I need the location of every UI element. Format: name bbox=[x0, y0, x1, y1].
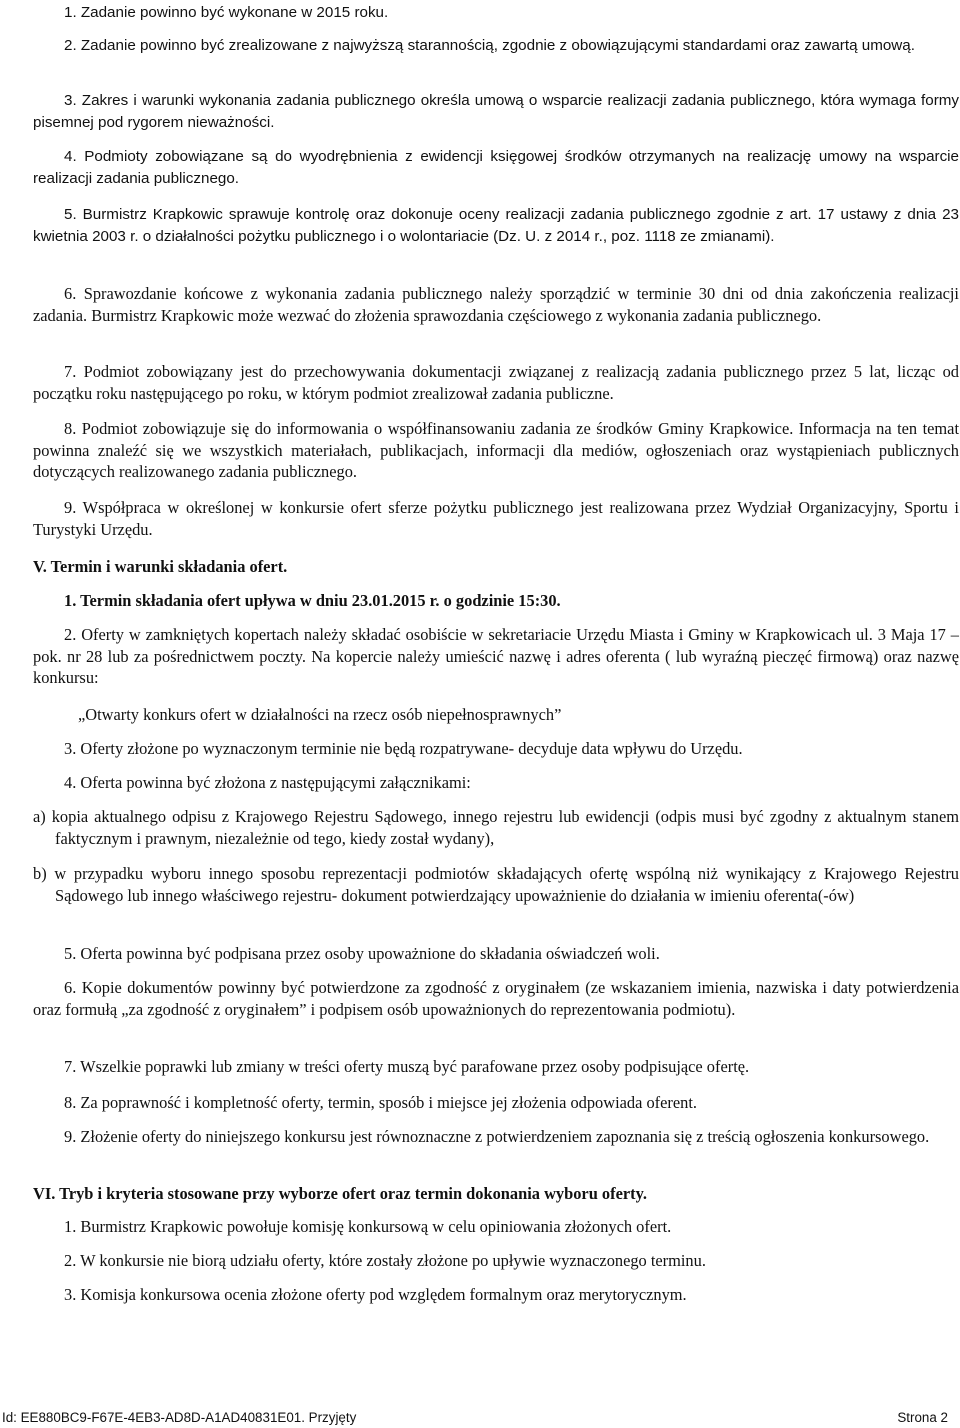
paragraph-1: 1. Zadanie powinno być wykonane w 2015 roku. bbox=[64, 4, 389, 21]
section-v-item-2: 2. Oferty w zamkniętych kopertach należy składać osobiście w sekretariacie Urzędu Miasta i Gminy w Krapkowicach ul. 3 Maja 17 – pok. nr 28 lub za pośrednictwem poczty. Na kopercie należy umieścić nazwę i adres oferenta ( lub wyraźną pieczęć firmową) oraz nazwę konkursu: bbox=[33, 625, 959, 687]
paragraph-9: 9. Współpraca w określonej w konkursie ofert sferze pożytku publicznego jest realizowana przez Wydział Organizacyjny, Sportu i Turystyki Urzędu. bbox=[33, 498, 959, 539]
submission-deadline: 1. Termin składania ofert upływa w dniu 23.01.2015 r. o godzinie 15:30. bbox=[64, 591, 561, 610]
attachment-a: a) kopia aktualnego odpisu z Krajowego Rejestru Sądowego, innego rejestru lub ewidencji (odpis musi być zgodny z aktualnym stanem faktycznym i prawnym, niezależnie od tego, kiedy został wydany), bbox=[33, 807, 959, 848]
contest-name-quote: „Otwarty konkurs ofert w działalności na rzecz osób niepełnosprawnych” bbox=[78, 705, 562, 724]
section-v-heading: V. Termin i warunki składania ofert. bbox=[33, 557, 288, 576]
section-v-item-5: 5. Oferta powinna być podpisana przez osoby upoważnione do składania oświadczeń woli. bbox=[64, 944, 660, 963]
attachment-b: b) w przypadku wyboru innego sposobu reprezentacji podmiotów składających ofertę wspólną niż wynikający z Krajowego Rejestru Sądowego lub innego właściwego rejestru- dokument potwierdzający upoważnienie do działania w imieniu oferenta(-ów) bbox=[33, 864, 959, 905]
section-v-item-6: 6. Kopie dokumentów powinny być potwierdzone za zgodność z oryginałem (ze wskazaniem imienia, nazwiska i daty potwierdzenia oraz formułą „za zgodność z oryginałem” i podpisem osób upoważnionych do reprezentowania podmiotu). bbox=[33, 978, 959, 1019]
paragraph-5: 5. Burmistrz Krapkowic sprawuje kontrolę oraz dokonuje oceny realizacji zadania publicznego zgodnie z art. 17 ustawy z dnia 23 kwietnia 2003 r. o działalności pożytku publicznego i o wolontariacie (Dz. U. z 2014 r., poz. 1118 ze zmianami). bbox=[33, 206, 959, 245]
paragraph-6: 6. Sprawozdanie końcowe z wykonania zadania publicznego należy sporządzić w terminie 30 dni od dnia zakończenia realizacji zadania. Burmistrz Krapkowic może wezwać do złożenia sprawozdania częściowego z wykonania zadania publicznego. bbox=[33, 284, 959, 325]
section-vi-item-1: 1. Burmistrz Krapkowic powołuje komisję konkursową w celu opiniowania złożonych ofert. bbox=[64, 1217, 672, 1236]
section-v-item-8: 8. Za poprawność i kompletność oferty, termin, sposób i miejsce jej złożenia odpowiada oferent. bbox=[64, 1093, 697, 1112]
paragraph-2: 2. Zadanie powinno być zrealizowane z najwyższą starannością, zgodnie z obowiązującymi standardami oraz zawartą umową. bbox=[64, 37, 915, 54]
paragraph-3: 3. Zakres i warunki wykonania zadania publicznego określa umową o wsparcie realizacji zadania publicznego, która wymaga formy pisemnej pod rygorem nieważności. bbox=[33, 92, 959, 131]
section-v-item-4: 4. Oferta powinna być złożona z następującymi załącznikami: bbox=[64, 773, 471, 792]
paragraph-4: 4. Podmioty zobowiązane są do wyodrębnienia z ewidencji księgowej środków otrzymanych na realizację umowy na wsparcie realizacji zadania publicznego. bbox=[33, 148, 959, 187]
section-v-item-3: 3. Oferty złożone po wyznaczonym terminie nie będą rozpatrywane- decyduje data wpływu do Urzędu. bbox=[64, 739, 743, 758]
section-vi-heading: VI. Tryb i kryteria stosowane przy wyborze ofert oraz termin dokonania wyboru oferty. bbox=[33, 1184, 647, 1203]
section-v-item-7: 7. Wszelkie poprawki lub zmiany w treści oferty muszą być parafowane przez osoby podpisujące ofertę. bbox=[64, 1057, 750, 1076]
section-vi-item-3: 3. Komisja konkursowa ocenia złożone oferty pod względem formalnym oraz merytorycznym. bbox=[64, 1285, 687, 1304]
page-footer bbox=[0, 1408, 960, 1428]
document-id: Id: EE880BC9-F67E-4EB3-AD8D-A1AD40831E01. Przyjęty bbox=[2, 1410, 357, 1425]
paragraph-7: 7. Podmiot zobowiązany jest do przechowywania dokumentacji związanej z realizacją zadania publicznego przez 5 lat, licząc od początku roku następującego po roku, w którym podmiot zrealizował zadania publiczne. bbox=[33, 362, 959, 403]
page-number: Strona 2 bbox=[897, 1410, 948, 1425]
section-vi-item-2: 2. W konkursie nie biorą udziału oferty, które zostały złożone po upływie wyznaczonego terminu. bbox=[64, 1251, 706, 1270]
paragraph-8: 8. Podmiot zobowiązuje się do informowania o współfinansowaniu zadania ze środków Gminy Krapkowice. Informacja na ten temat powinna znaleźć się we wszystkich materiałach, publikacjach, informacji dla mediów, ogłoszeniach oraz wystąpieniach publicznych dotyczących realizowanego zadania publicznego. bbox=[33, 419, 959, 481]
section-v-item-9: 9. Złożenie oferty do niniejszego konkursu jest równoznaczne z potwierdzeniem zapoznania się z treścią ogłoszenia konkursowego. bbox=[64, 1127, 930, 1146]
